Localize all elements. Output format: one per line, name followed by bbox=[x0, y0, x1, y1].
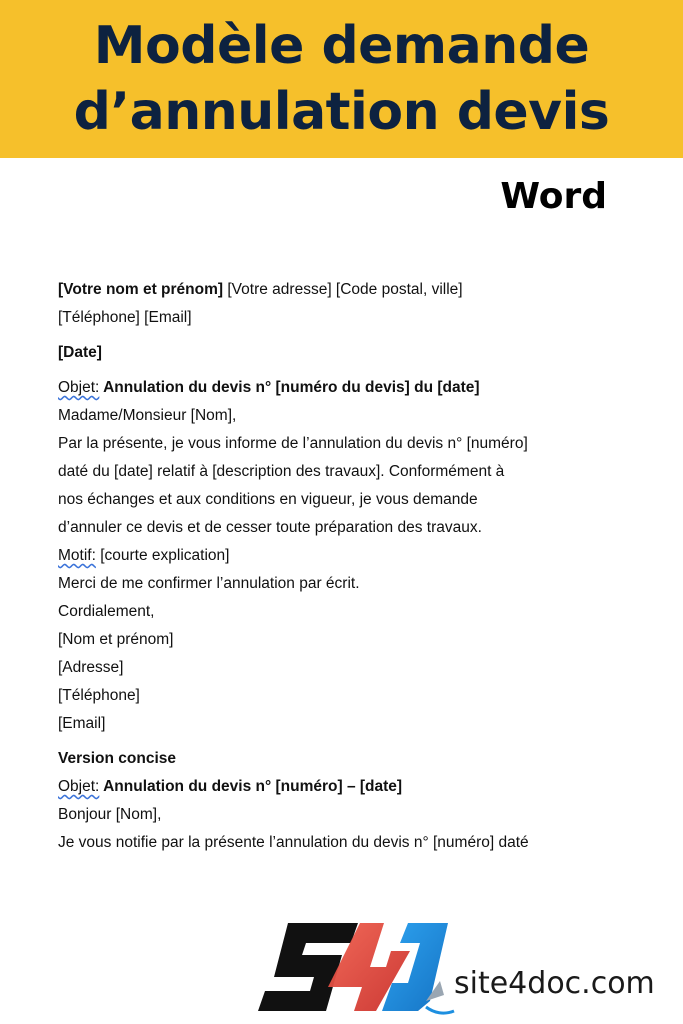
signature-name: [Nom et prénom] bbox=[58, 631, 174, 648]
page-title-line-2: d’annulation devis bbox=[73, 82, 610, 142]
body-line: d’annuler ce devis et de cesser toute préparation des travaux. bbox=[58, 519, 482, 536]
signature-address: [Adresse] bbox=[58, 659, 124, 676]
title-banner bbox=[0, 0, 683, 158]
signature-email: [Email] bbox=[58, 715, 106, 732]
page-title-line-1: Modèle demande bbox=[93, 16, 590, 76]
letter-date: [Date] bbox=[58, 344, 102, 361]
sender-name: [Votre nom et prénom] bbox=[58, 281, 224, 298]
body-line: nos échanges et aux conditions en vigueur, je vous demande bbox=[58, 491, 478, 508]
s4d-logo-icon bbox=[258, 915, 458, 1020]
concise-body: Je vous notifie par la présente l’annulation du devis n° [numéro] daté bbox=[58, 834, 529, 851]
concise-subject-text: Annulation du devis n° [numéro] – [date] bbox=[99, 778, 403, 795]
concise-subject-line bbox=[58, 773, 658, 801]
concise-heading: Version concise bbox=[58, 750, 177, 767]
letter-template bbox=[58, 276, 658, 857]
salutation: Madame/Monsieur [Nom], bbox=[58, 407, 237, 424]
body-line: Par la présente, je vous informe de l’annulation du devis n° [numéro] bbox=[58, 435, 528, 452]
subject-label: Objet: bbox=[58, 379, 100, 396]
sender-line bbox=[58, 276, 658, 304]
subject-line bbox=[58, 374, 658, 402]
motif-label: Motif: bbox=[58, 547, 96, 564]
sender-address: [Votre adresse] [Code postal, ville] bbox=[223, 281, 463, 298]
closing: Cordialement, bbox=[58, 603, 155, 620]
motif-text: [courte explication] bbox=[95, 547, 230, 564]
concise-greeting: Bonjour [Nom], bbox=[58, 806, 162, 823]
confirm-request: Merci de me confirmer l’annulation par écrit. bbox=[58, 575, 360, 592]
motif-line bbox=[58, 542, 658, 570]
body-line: daté du [date] relatif à [description des travaux]. Conformément à bbox=[58, 463, 505, 480]
subject-text: Annulation du devis n° [numéro du devis] du [date] bbox=[99, 379, 480, 396]
site-footer bbox=[258, 915, 668, 1020]
concise-subject-label: Objet: bbox=[58, 778, 100, 795]
sender-contact: [Téléphone] [Email] bbox=[58, 309, 192, 326]
site-name[interactable]: site4doc.com bbox=[454, 966, 655, 1001]
format-label: Word bbox=[500, 176, 607, 217]
signature-phone: [Téléphone] bbox=[58, 687, 140, 704]
